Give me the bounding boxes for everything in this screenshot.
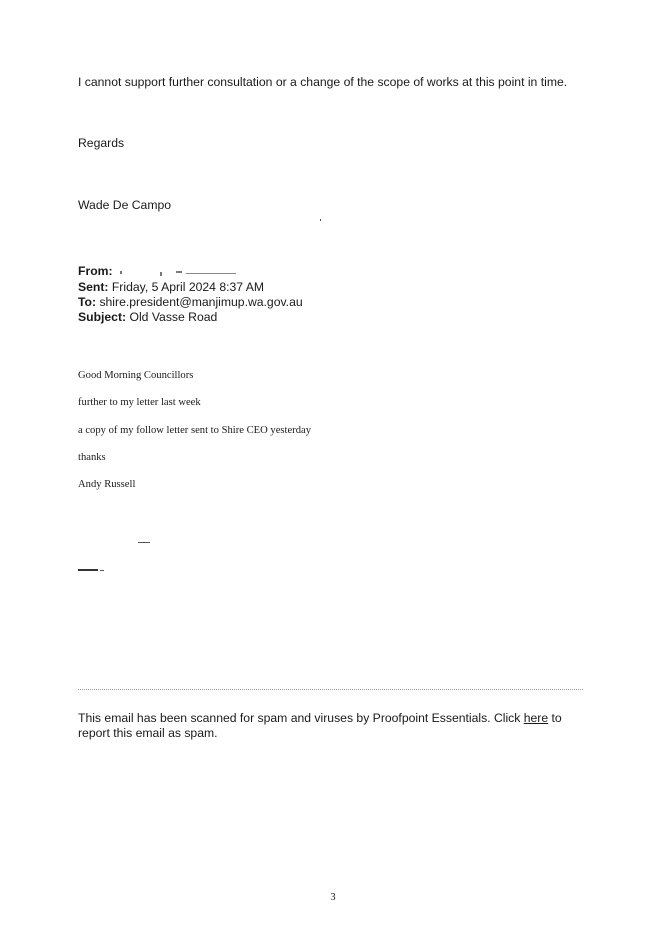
statement-text: I cannot support further consultation or a change of the scope of works at this point in time. [78,75,568,89]
footer-divider [78,689,583,690]
body-line-thanks: thanks [78,452,106,463]
redaction-mark [78,569,98,571]
notice-text-end: to report this email as spam. [78,711,562,740]
subject-value: Old Vasse Road [129,310,218,324]
spam-scan-notice [78,711,583,741]
body-line-reference: further to my letter last week [78,397,201,408]
body-line-sender: Andy Russell [78,479,136,490]
subject-row [78,310,217,324]
scan-mark [320,219,321,221]
report-spam-link[interactable]: here [523,711,549,725]
to-label: To: [78,295,97,309]
body-line-attachment-note: a copy of my follow letter sent to Shire CEO yesterday [78,425,312,436]
closing-text: Regards [78,136,125,150]
sent-value: Friday, 5 April 2024 8:37 AM [111,280,265,294]
signature-name: Wade De Campo [78,198,172,212]
subject-label: Subject: [78,310,127,324]
to-value: shire.president@manjimup.wa.gov.au [99,295,303,309]
redaction-mark [138,542,150,543]
notice-text-start: This email has been scanned for spam and viruses by Proofpoint Essentials. Click [78,711,524,725]
sent-label: Sent: [78,280,109,294]
from-label: From: [78,264,113,278]
redaction-mark [100,570,104,571]
page-number: 3 [330,892,336,903]
from-row [78,264,241,278]
sent-row [78,280,264,294]
body-line-greeting: Good Morning Councillors [78,370,194,381]
to-row [78,295,303,309]
from-redacted [116,267,241,277]
